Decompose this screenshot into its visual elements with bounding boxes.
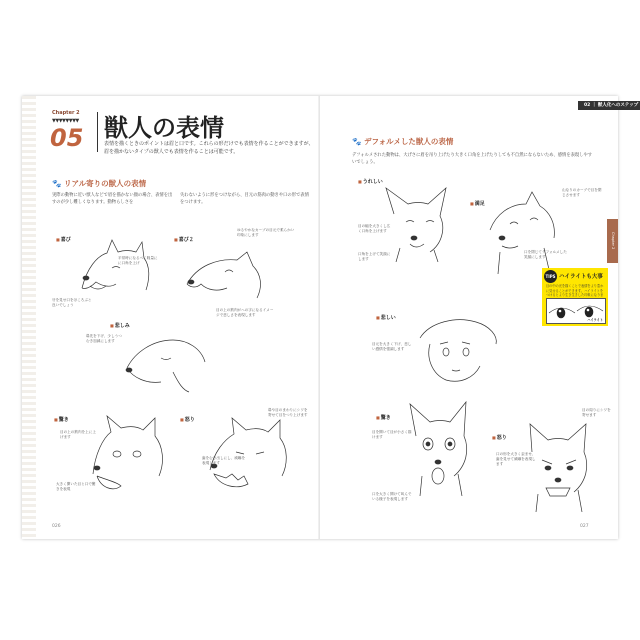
dog-surprised-illustration [400, 396, 480, 496]
note-happy-a: 目の幅を大きくし広く口角を上げます [358, 224, 391, 233]
book-spread [22, 96, 639, 539]
wolf-anger-illustration [200, 414, 295, 494]
note-joy-b: 牙を見せ口をほころぶと良いでしょう [52, 298, 92, 307]
note-surprised-b: 口を大きく開けて叫んでいる様子を表現します [372, 492, 412, 501]
left-page [22, 96, 320, 539]
label-angry: ■ 怒り [492, 434, 507, 441]
note-joy-a: 平常時になるべく軽量にに口角を上げ [118, 256, 158, 265]
right-body-text: デフォルメされた動物は、大げさに眉を吊り上げたり大きく口角を上げたりしても不自然にならないため、感情を表現しやすいでしょう。 [352, 153, 593, 165]
page-number-left: 026 [52, 524, 61, 529]
note-anger-a: 鼻や目のまわりにシワを寄せて目をつり上げます [268, 408, 308, 417]
chapter-number: 05 [50, 124, 84, 152]
note-happy-b: 口角を上げて笑顔にします [358, 252, 391, 261]
note-anger-b: 歯をむき出しにし、威嚇を表現します [202, 456, 246, 465]
label-content: ■ 満足 [470, 200, 485, 207]
wolf-sadness-illustration [117, 328, 217, 393]
intro-text: 表情を描くときのポイントは眉と口です。これらの形だけでも表情を作ることができますが、眉を描かないタイプの獣人でも表情を作ることは可能です。 [104, 141, 314, 155]
tips-badge: TIPS [544, 270, 557, 283]
title-divider [97, 112, 98, 152]
section-title-text: リアル寄りの獣人の表情 [63, 179, 147, 188]
running-header: 02 ｜ 獣人化へのステップ [578, 101, 640, 110]
label-sad: ■ 悲しい [376, 314, 396, 321]
note-content-a: 山なりのカーブで目を閉じさせます [562, 188, 602, 197]
tips-title: ハイライトも大事 [559, 274, 603, 280]
note-joy2: ゆるやかなカーブの目元で柔らかい印象にします [237, 228, 295, 237]
right-section-title-text: デフォルメした獣人の表情 [363, 137, 454, 146]
note-sad: 目元を大きく下げ、悲しい感情を強調します [372, 342, 412, 351]
dog-content-illustration [480, 190, 570, 274]
page-number-right: 027 [580, 524, 589, 529]
body-text-col2: 失わないように形をつけながら、目元の筋肉の動きや口の形で表情をつけます。 [180, 193, 309, 205]
note-surprised-a: 目を開いて目が小さく描けます [372, 430, 412, 439]
tips-image-label: ハイライト [587, 318, 603, 322]
note-sadness-b: 目の上の筋肉がへの字になるイメージで悲しさを表現します [216, 308, 274, 317]
tips-text: 目の中の光を描くことで表情をより豊かに見せることができます。ハイライトをつけるとより生き生きした印象になりま [546, 284, 604, 297]
right-section-title [352, 136, 453, 147]
wolf-joy-illustration [62, 238, 162, 298]
wolf-joy2-illustration [177, 244, 277, 304]
page-title: 獣人の表情 [104, 113, 224, 142]
chapter-label: Chapter 2 [52, 110, 80, 116]
label-joy2: ■ 喜び２ [174, 236, 194, 243]
label-happy: ■ うれしい [358, 178, 383, 185]
label-surprised: ■ 驚き [376, 414, 391, 421]
note-surprise-b: 大きく開いた目と口で驚きを表現 [56, 482, 96, 491]
tips-box [542, 268, 608, 326]
paw-icon: 🐾 [352, 137, 362, 146]
paw-icon: 🐾 [52, 179, 62, 188]
triangle-ornament-icon: ▼▼▼▼▼▼▼▼ [52, 118, 79, 124]
note-angry-b: 口の形を大きく歪ませ、歯を見せて威嚇を表現します [496, 452, 536, 466]
label-anger: ■ 怒り [180, 416, 195, 423]
label-sadness: ■ 悲しみ [110, 322, 130, 329]
right-page [320, 96, 639, 539]
label-joy: ■ 喜び [56, 236, 71, 243]
section-title [52, 178, 146, 189]
body-text-col1: 実際の動物に近い獣人などで眉を描かない顔の場合、表情を出すのが少し難しくなります。動物らしさを [52, 193, 173, 205]
note-sadness-a: 鼻先を下げ、少しうつむき加減にします [86, 334, 122, 343]
note-surprise-a: 目の上の筋肉を上に上げます [60, 430, 96, 439]
label-surprise: ■ 驚き [54, 416, 69, 423]
tips-eye-illustration [546, 298, 606, 324]
chapter-side-tab: Chapter 2 [607, 219, 618, 263]
dog-happy-illustration [380, 184, 460, 262]
note-content-b: 口を閉じてデフォルメした笑顔にします [524, 250, 567, 259]
decorative-stripes [22, 96, 36, 539]
note-angry-a: 目の周りにシワを寄せます [582, 408, 611, 417]
dog-sad-illustration [416, 314, 502, 386]
